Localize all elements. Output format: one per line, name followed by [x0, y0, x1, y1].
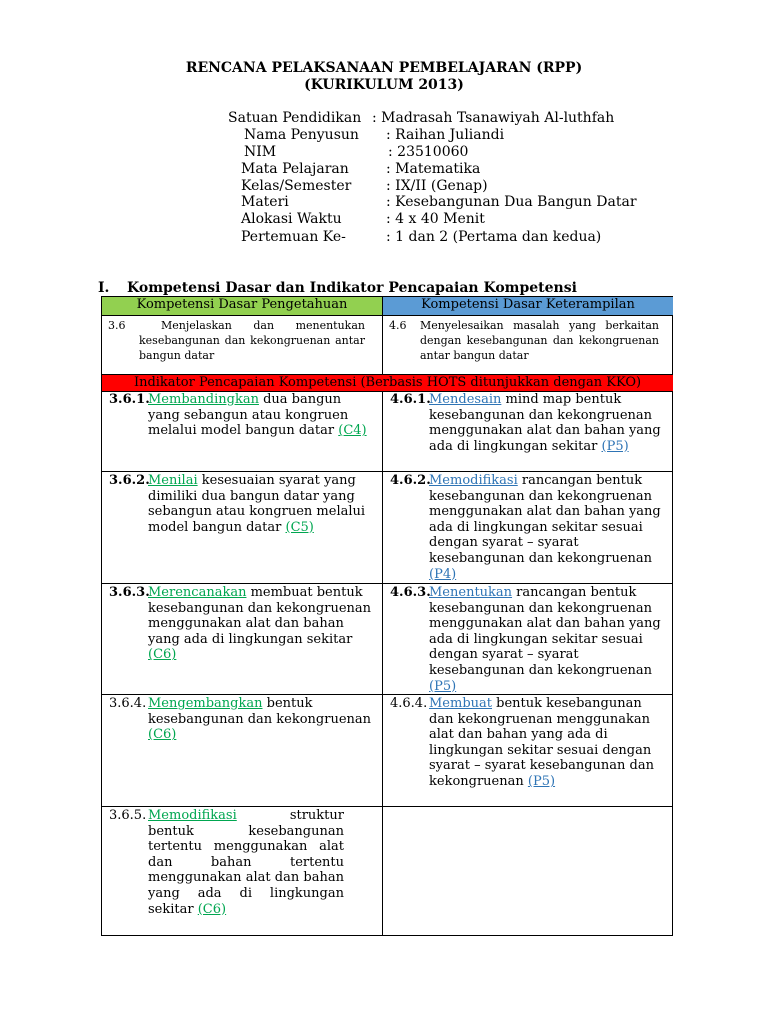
kko-membandingkan: Membandingkan: [148, 392, 259, 407]
indicator-4-6-4: 4.6.4. Membuat bentuk kesebangunan dan kekongruenan menggunakan alat dan bahan yang ada di lingkungan sekitar sesuai dengan syarat – syarat kesebangunan dan kekongruenan (P5): [383, 695, 673, 807]
kko-memodifikasi-rancangan: Memodifikasi: [429, 473, 518, 488]
indicator-header: Indikator Pencapaian Kompetensi (Berbasis HOTS ditunjukkan dengan KKO): [102, 375, 673, 392]
header-kd-keterampilan: Kompetensi Dasar Keterampilan: [383, 297, 673, 316]
kd-keterampilan-cell: 4.6 Menyelesaikan masalah yang berkaitan dengan kesebangunan dan kekongruenan antar bangun datar: [383, 316, 673, 375]
kko-mengembangkan: Mengembangkan: [148, 696, 263, 711]
header-kd-pengetahuan: Kompetensi Dasar Pengetahuan: [102, 297, 383, 316]
indicator-3-6-3: 3.6.3. Merencanakan membuat bentuk kesebangunan dan kekongruenan menggunakan alat dan bahan yang ada di lingkungan sekitar (C6): [102, 584, 383, 695]
competency-table: [101, 296, 673, 936]
empty-cell: [383, 807, 673, 935]
document-subtitle: (KURIKULUM 2013): [304, 77, 464, 93]
kko-menilai: Menilai: [148, 473, 198, 488]
kko-menentukan: Menentukan: [429, 585, 513, 600]
kko-membuat: Membuat: [429, 696, 493, 711]
indicator-3-6-5: 3.6.5. Memodifikasi struktur bentuk kesebangunan tertentu menggunakan alat dan bahan tertentu menggunakan alat dan bahan yang ada di lingkungan sekitar (C6): [102, 807, 383, 935]
kd-pengetahuan-cell: 3.6 Menjelaskan dan menentukan kesebangunan dan kekongruenan antar bangun datar: [102, 316, 383, 375]
indicator-3-6-2: 3.6.2. Menilai kesesuaian syarat yang dimiliki dua bangun datar yang sebangun atau kongruen melalui model bangun datar (C5): [102, 472, 383, 584]
indicator-4-6-2: 4.6.2. Memodifikasi rancangan bentuk kesebangunan dan kekongruenan menggunakan alat dan bahan yang ada di lingkungan sekitar sesuai dengan syarat – syarat kesebangunan dan kekongruenan (P4): [383, 472, 673, 584]
indicator-3-6-4: 3.6.4. Mengembangkan bentuk kesebangunan dan kekongruenan (C6): [102, 695, 383, 807]
indicator-4-6-1: 4.6.1. Mendesain mind map bentuk kesebangunan dan kekongruenan menggunakan alat dan bahan yang ada di lingkungan sekitar (P5): [383, 392, 673, 472]
kko-merencanakan: Merencanakan: [148, 585, 247, 600]
kko-memodifikasi-struktur: Memodifikasi: [148, 808, 237, 823]
kko-mendesain: Mendesain: [429, 392, 502, 407]
indicator-3-6-1: 3.6.1. Membandingkan dua bangun yang sebangun atau kongruen melalui model bangun datar (C4): [102, 392, 383, 472]
document-title: RENCANA PELAKSANAAN PEMBELAJARAN (RPP): [185, 60, 583, 76]
indicator-4-6-3: 4.6.3. Menentukan rancangan bentuk kesebangunan dan kekongruenan menggunakan alat dan bahan yang ada di lingkungan sekitar sesuai dengan syarat – syarat kesebangunan dan kekongruenan (P5): [383, 584, 673, 695]
